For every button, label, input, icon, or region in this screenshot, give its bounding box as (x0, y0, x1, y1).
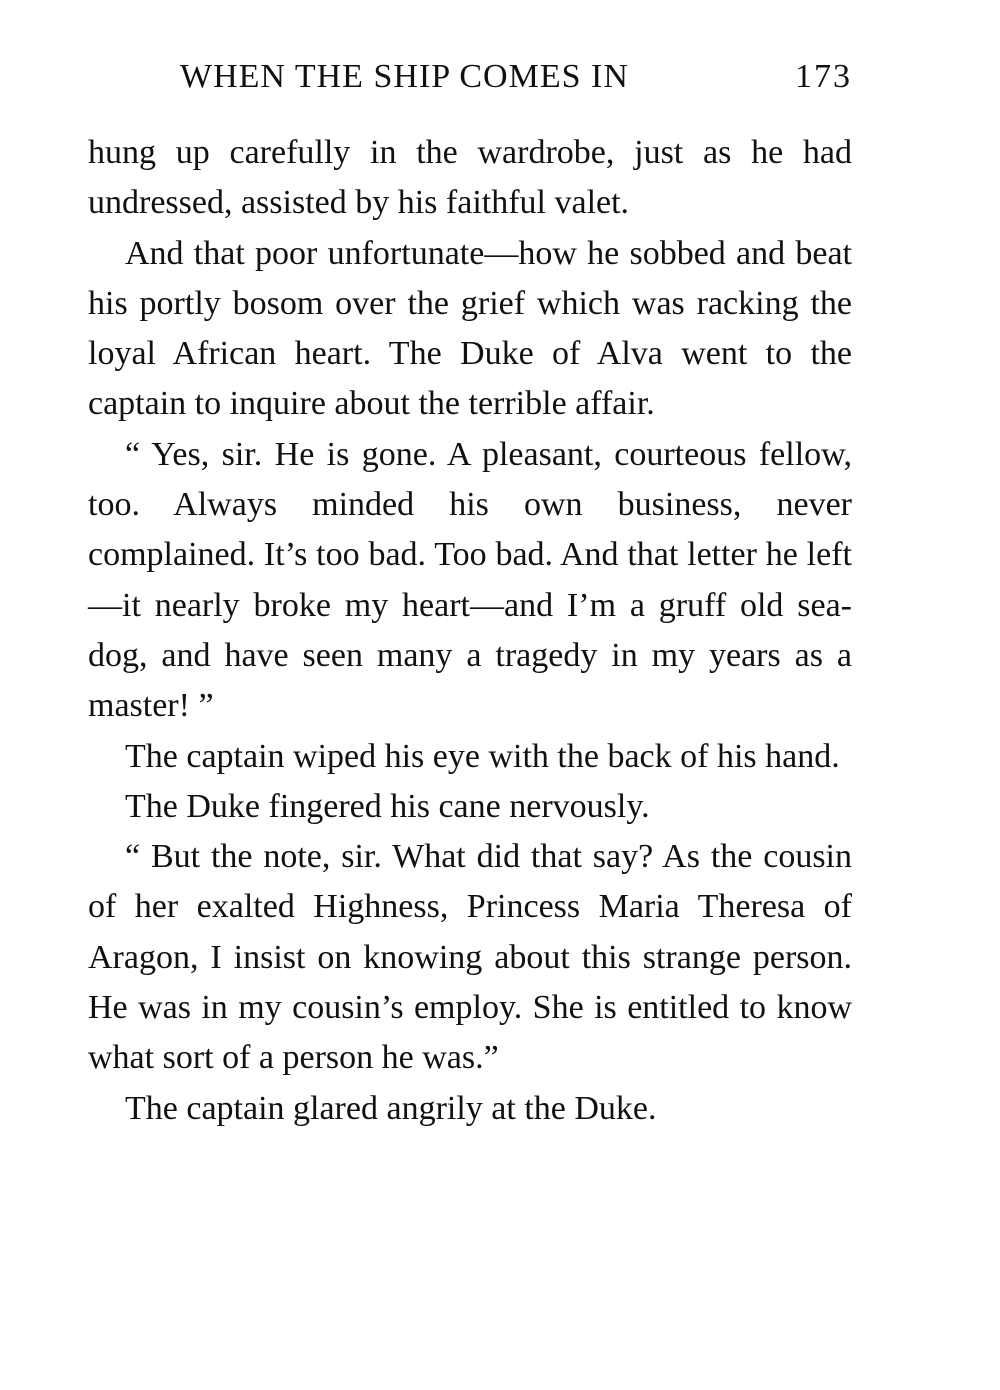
paragraph-dialogue: “ Yes, sir. He is gone. A pleasant, courteous fellow, too. Always minded his own business, never complained. It’s too bad. Too bad. And that letter he left—it nearly broke my heart—and I’m a gruff old sea-dog, and have seen many a tragedy in my years as a master! ” (88, 435, 852, 725)
paragraph: The captain glared angrily at the Duke. (125, 1089, 657, 1127)
paragraph: The captain wiped his eye with the back of his hand. (125, 737, 840, 775)
page-number: 173 (795, 58, 852, 95)
running-header (180, 58, 852, 108)
running-title: WHEN THE SHIP COMES IN (180, 58, 629, 95)
paragraph-dialogue: “ But the note, sir. What did that say? As the cousin of her exalted Highness, Princess Maria Theresa of Aragon, I insist on knowing about this strange person. He was in my cousin’s employ. She is entitled to know what sort of a person he was.” (88, 838, 852, 1077)
page-body (88, 128, 852, 1134)
paragraph: The Duke fingered his cane nervously. (125, 787, 650, 825)
paragraph-continued: hung up carefully in the wardrobe, just as he had undressed, assisted by his faithful valet. (88, 134, 852, 222)
paragraph: And that poor unfortunate—how he sobbed and beat his portly bosom over the grief which was racking the loyal African heart. The Duke of Alva went to the captain to inquire about the terrible affair. (88, 234, 852, 423)
